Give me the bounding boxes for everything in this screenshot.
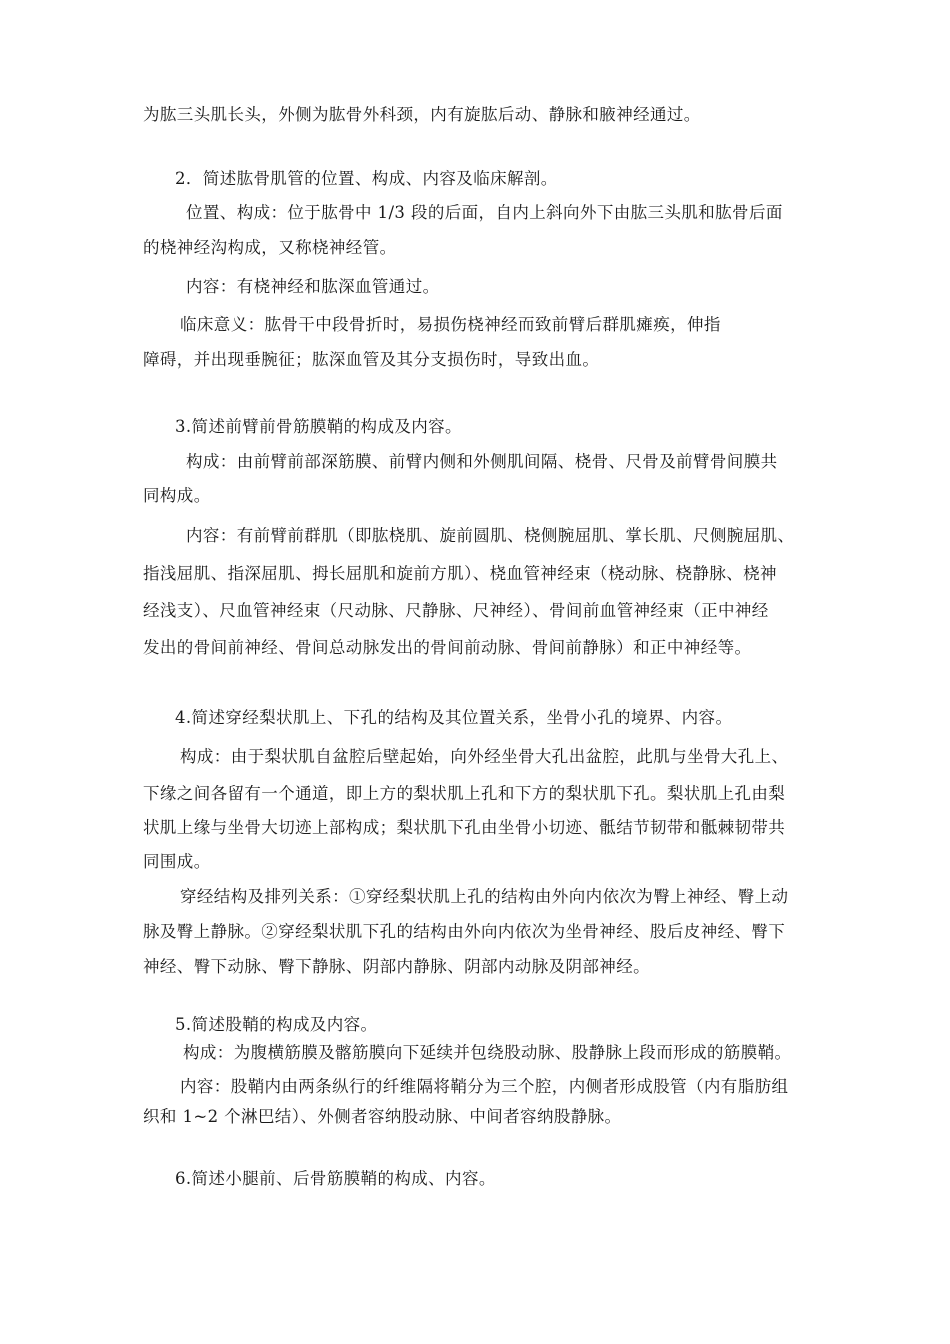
question-6-heading: 6.简述小腿前、后骨筋膜鞘的构成、内容。: [175, 1169, 496, 1188]
q3-structure-line-1: 构成：由前臂前部深筋膜、前臂内侧和外侧肌间隔、桡骨、尺骨及前臂骨间膜共: [186, 452, 778, 471]
question-5-heading: 5.简述股鞘的构成及内容。: [175, 1015, 378, 1034]
q2-clinical-line-2: 障碍，并出现垂腕征；肱深血管及其分支损伤时，导致出血。: [143, 350, 600, 369]
q3-content-line-4: 发出的骨间前神经、骨间总动脉发出的骨间前动脉、骨间前静脉）和正中神经等。: [143, 638, 752, 657]
q3-content-line-3: 经浅支）、尺血管神经束（尺动脉、尺静脉、尺神经）、骨间前血管神经束（正中神经: [143, 601, 769, 620]
q4-arrangement-line-3: 神经、臀下动脉、臀下静脉、阴部内静脉、阴部内动脉及阴部神经。: [143, 957, 650, 976]
q4-structure-line-2: 下缘之间各留有一个通道，即上方的梨状肌上孔和下方的梨状肌下孔。梨状肌上孔由梨: [143, 784, 786, 803]
q5-structure-line: 构成：为腹横筋膜及髂筋膜向下延续并包绕股动脉、股静脉上段而形成的筋膜鞘。: [183, 1043, 792, 1062]
q2-position-line-2: 的桡神经沟构成，又称桡神经管。: [143, 238, 397, 257]
q3-structure-line-2: 同构成。: [143, 486, 211, 505]
q4-structure-line-1: 构成：由于梨状肌自盆腔后壁起始，向外经坐骨大孔出盆腔，此肌与坐骨大孔上、: [180, 747, 789, 766]
q3-content-line-2: 指浅屈肌、指深屈肌、拇长屈肌和旋前方肌）、桡血管神经束（桡动脉、桡静脉、桡神: [143, 564, 777, 583]
q2-content-line: 内容：有桡神经和肱深血管通过。: [186, 277, 440, 296]
question-2-heading: 2．简述肱骨肌管的位置、构成、内容及临床解剖。: [175, 169, 558, 188]
q4-structure-line-3: 状肌上缘与坐骨大切迹上部构成；梨状肌下孔由坐骨小切迹、骶结节韧带和骶棘韧带共: [143, 818, 786, 837]
continuation-line: 为肱三头肌长头，外侧为肱骨外科颈，内有旋肱后动、静脉和腋神经通过。: [143, 105, 701, 124]
question-4-heading: 4.简述穿经梨状肌上、下孔的结构及其位置关系，坐骨小孔的境界、内容。: [175, 708, 733, 727]
q2-position-line-1: 位置、构成：位于肱骨中 1/3 段的后面，自内上斜向外下由肱三头肌和肱骨后面: [186, 203, 783, 222]
q2-clinical-line-1: 临床意义：肱骨干中段骨折时，易损伤桡神经而致前臂后群肌瘫痪，伸指: [180, 315, 721, 334]
q5-content-line-1: 内容：股鞘内由两条纵行的纤维隔将鞘分为三个腔，内侧者形成股管（内有脂肪组: [180, 1077, 789, 1096]
q4-structure-line-4: 同围成。: [143, 852, 211, 871]
question-3-heading: 3.简述前臂前骨筋膜鞘的构成及内容。: [175, 417, 462, 436]
q4-arrangement-line-2: 脉及臀上静脉。②穿经梨状肌下孔的结构由外向内依次为坐骨神经、股后皮神经、臀下: [143, 922, 786, 941]
q5-content-line-2: 织和 1~2 个淋巴结）、外侧者容纳股动脉、中间者容纳股静脉。: [143, 1107, 622, 1126]
q3-content-line-1: 内容：有前臂前群肌（即肱桡肌、旋前圆肌、桡侧腕屈肌、掌长肌、尺侧腕屈肌、: [186, 526, 795, 545]
q4-arrangement-line-1: 穿经结构及排列关系：①穿经梨状肌上孔的结构由外向内依次为臀上神经、臀上动: [180, 887, 789, 906]
